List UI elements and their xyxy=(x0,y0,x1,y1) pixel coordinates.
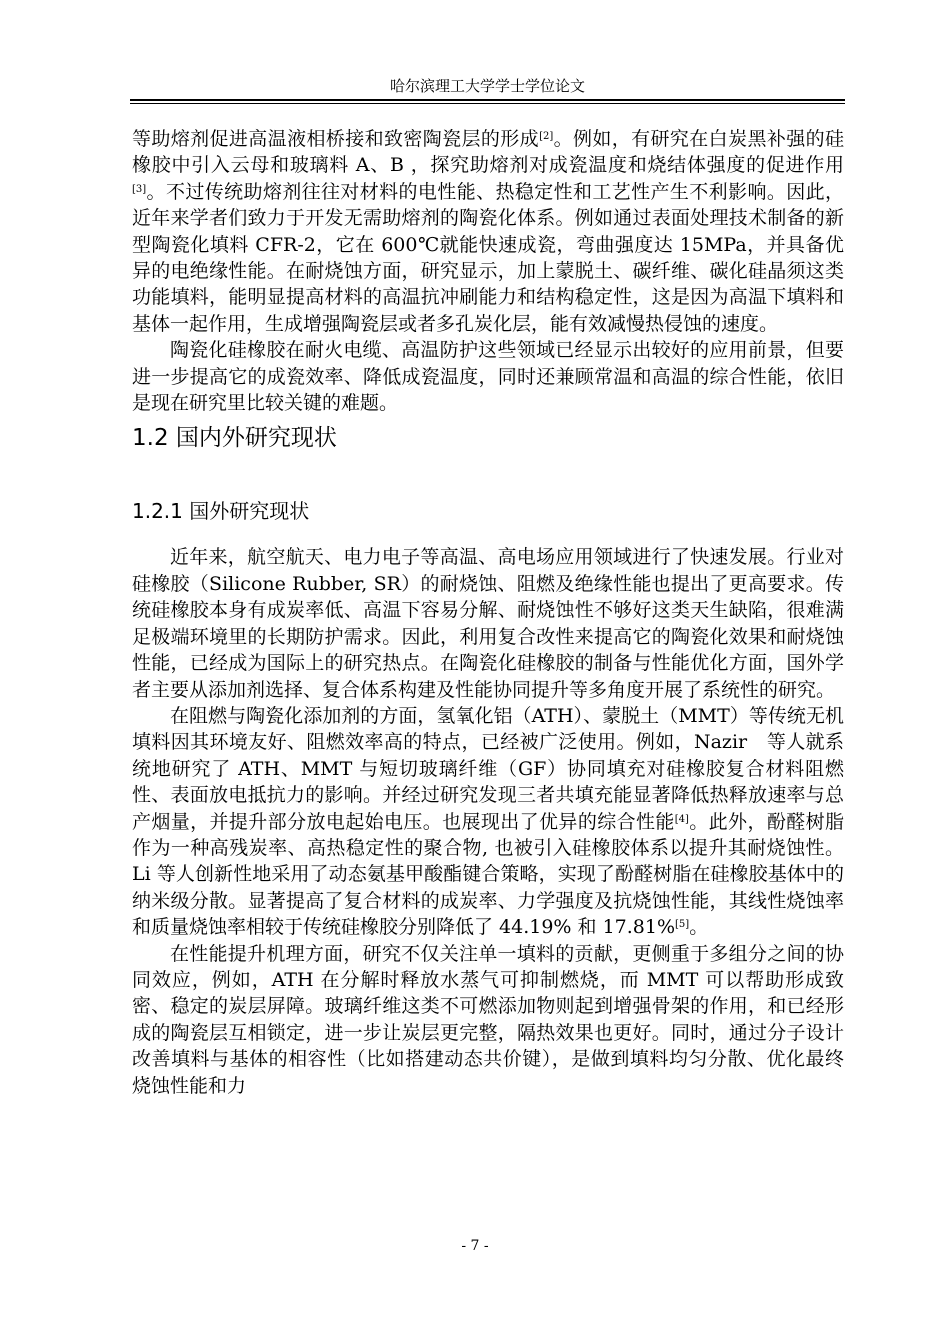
citation: [2] xyxy=(539,131,554,142)
paragraph-foreign-research: 近年来，航空航天、电力电子等高温、高电场应用领域进行了快速发展。行业对硅橡胶（Silicone Rubber, SR）的耐烧蚀、阻燃及绝缘性能也提出了更高要求。传统硅橡胶本身有成炭率低、高温下容易分解、耐烧蚀性不够好这类天生缺陷，很难满足极端环境里的长期防护需求。因此，利用复合改性来提高它的陶瓷化效果和耐烧蚀性能，已经成为国际上的研究热点。在陶瓷化硅橡胶的制备与性能优化方面，国外学者主要从添加剂选择、复合体系构建及性能协同提升等多角度开展了系统性的研究。 xyxy=(132,546,844,701)
text: 。此外，酚醛树脂作为一种高残炭率、高热稳定性的聚合物, 也被引入硅橡胶体系以提升其耐烧蚀性。Li 等人创新性地采用了动态氨基甲酸酯键合策略，实现了酚醛树脂在硅橡胶基体中的纳米级分散。显著提高了复合材料的成炭率、力学强度及抗烧蚀性能，其线性烧蚀率和质量烧蚀率相较于传统硅橡胶分别降低了 44.19% 和 17.81% xyxy=(132,810,844,939)
text: 等助熔剂促进高温液相桥接和致密陶瓷层的形成 xyxy=(132,128,540,150)
text: 。例如，有研究在白炭黑补强的硅橡胶中引入云母和玻璃料 A、B ，探究助熔剂对成瓷温度和烧结体强度的促进作用 xyxy=(132,128,844,177)
header-rule-thin xyxy=(130,103,845,104)
paragraph-fluxing-agents xyxy=(132,126,844,337)
running-header: 哈尔滨理工大学学士学位论文 xyxy=(389,77,585,95)
header-rule-thick xyxy=(130,99,845,101)
text: 。 xyxy=(689,916,709,939)
citation: [4] xyxy=(674,813,689,825)
subsection-heading: 1.2.1 国外研究现状 xyxy=(132,499,310,524)
page-number: - 7 - xyxy=(461,1238,489,1254)
paragraph-application-prospects: 陶瓷化硅橡胶在耐火电缆、高温防护这些领域已经显示出较好的应用前景，但要进一步提高它的成瓷效率、降低成瓷温度，同时还兼顾常温和高温的综合性能，依旧是现在研究里比较关键的难题。 xyxy=(132,339,844,415)
paragraph-mechanism: 在性能提升机理方面，研究不仅关注单一填料的贡献，更侧重于多组分之间的协同效应，例如，ATH 在分解时释放水蒸气可抑制燃烧，而 MMT 可以帮助形成致密、稳定的炭层屏障。玻璃纤维这类不可燃添加物则起到增强骨架的作用，和已经形成的陶瓷层互相锁定，进一步让炭层更完整，隔热效果也更好。同时，通过分子设计改善填料与基体的相容性（比如搭建动态共价键），是做到填料均匀分散、优化最终烧蚀性能和力 xyxy=(132,942,844,1097)
section-heading: 1.2 国内外研究现状 xyxy=(132,425,337,452)
citation: [3] xyxy=(132,183,147,195)
citation: [5] xyxy=(675,919,690,931)
text: 。不过传统助熔剂往往对材料的电性能、热稳定性和工艺性产生不利影响。因此，近年来学者们致力于开发无需助熔剂的陶瓷化体系。例如通过表面处理技术制备的新型陶瓷化填料 CFR-2，它在 600℃就能快速成瓷，弯曲强度达 15MPa，并具备优异的电绝缘性能。在耐烧蚀方面，研究显示，加上蒙脱土、碳纤维、碳化硅晶须这类功能填料，能明显提高材料的高温抗冲刷能力和结构稳定性，这是因为高温下填料和基体一起作用，生成增强陶瓷层或者多孔炭化层，能有效减慢热侵蚀的速度。 xyxy=(132,180,844,335)
text: 在阻燃与陶瓷化添加剂的方面，氢氧化铝（ATH）、蒙脱土（MMT）等传统无机填料因其环境友好、阻燃效率高的特点，已经被广泛使用。例如，Nazir 等人就系统地研究了 ATH、MMT 与短切玻璃纤维（GF）协同填充对硅橡胶复合材料阻燃性、表面放电抵抗力的影响。并经过研究发现三者共填充能显著降低热释放速率与总产烟量，并提升部分放电起始电压。也展现出了优异的综合性能 xyxy=(132,704,844,833)
paragraph-flame-retardant-additives xyxy=(132,703,844,941)
page-body xyxy=(132,126,844,1099)
